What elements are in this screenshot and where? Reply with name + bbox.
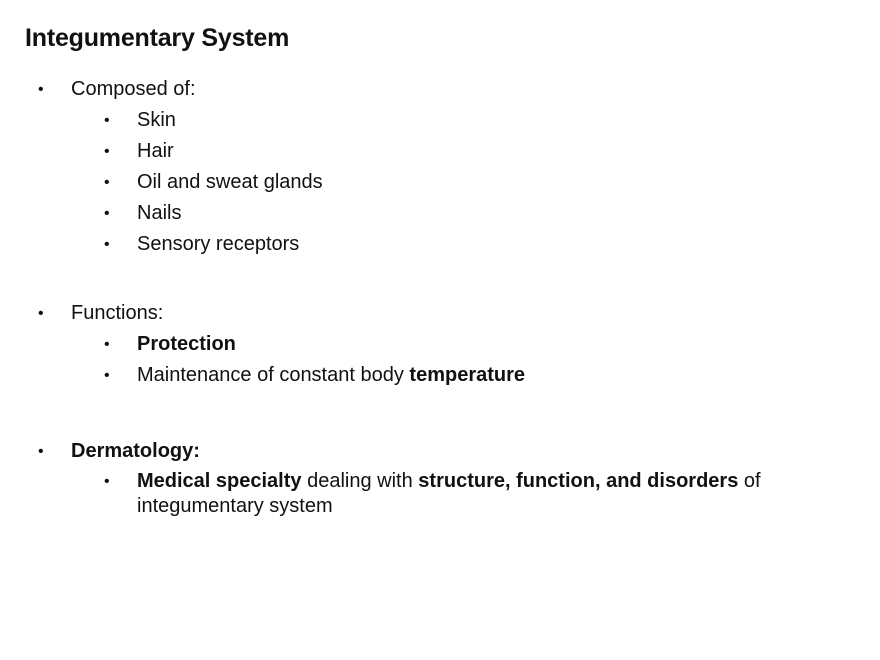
bullet-icon: •: [104, 205, 110, 222]
bullet-icon: •: [38, 81, 44, 98]
bullet-icon: •: [104, 473, 110, 490]
list-item-dermatology-definition: [137, 469, 837, 519]
item-bold-text: structure, function, and disorders: [418, 470, 739, 492]
list-item-hair: Hair: [137, 140, 174, 162]
list-item-glands: Oil and sweat glands: [137, 171, 323, 193]
list-item-protection: Protection: [137, 333, 236, 355]
list-item-nails: Nails: [137, 202, 182, 224]
slide-title: Integumentary System: [25, 24, 290, 52]
bullet-icon: •: [38, 443, 44, 460]
bullet-icon: •: [38, 305, 44, 322]
section-heading-dermatology: Dermatology:: [71, 440, 200, 462]
item-bold-text: temperature: [409, 364, 526, 386]
bullet-icon: •: [104, 336, 110, 353]
section-heading-composed: Composed of:: [71, 78, 196, 100]
list-item-temperature: [137, 363, 525, 388]
item-text: of integumentary system: [137, 470, 761, 517]
bullet-icon: •: [104, 143, 110, 160]
item-text: Maintenance of constant body: [137, 364, 410, 386]
bullet-icon: •: [104, 174, 110, 191]
bullet-icon: •: [104, 112, 110, 129]
item-text: dealing with: [301, 470, 419, 492]
section-heading-functions: Functions:: [71, 302, 164, 324]
bullet-icon: •: [104, 236, 110, 253]
list-item-skin: Skin: [137, 109, 176, 131]
list-item-receptors: Sensory receptors: [137, 233, 300, 255]
bullet-icon: •: [104, 367, 110, 384]
item-bold-text: Medical specialty: [137, 470, 302, 492]
